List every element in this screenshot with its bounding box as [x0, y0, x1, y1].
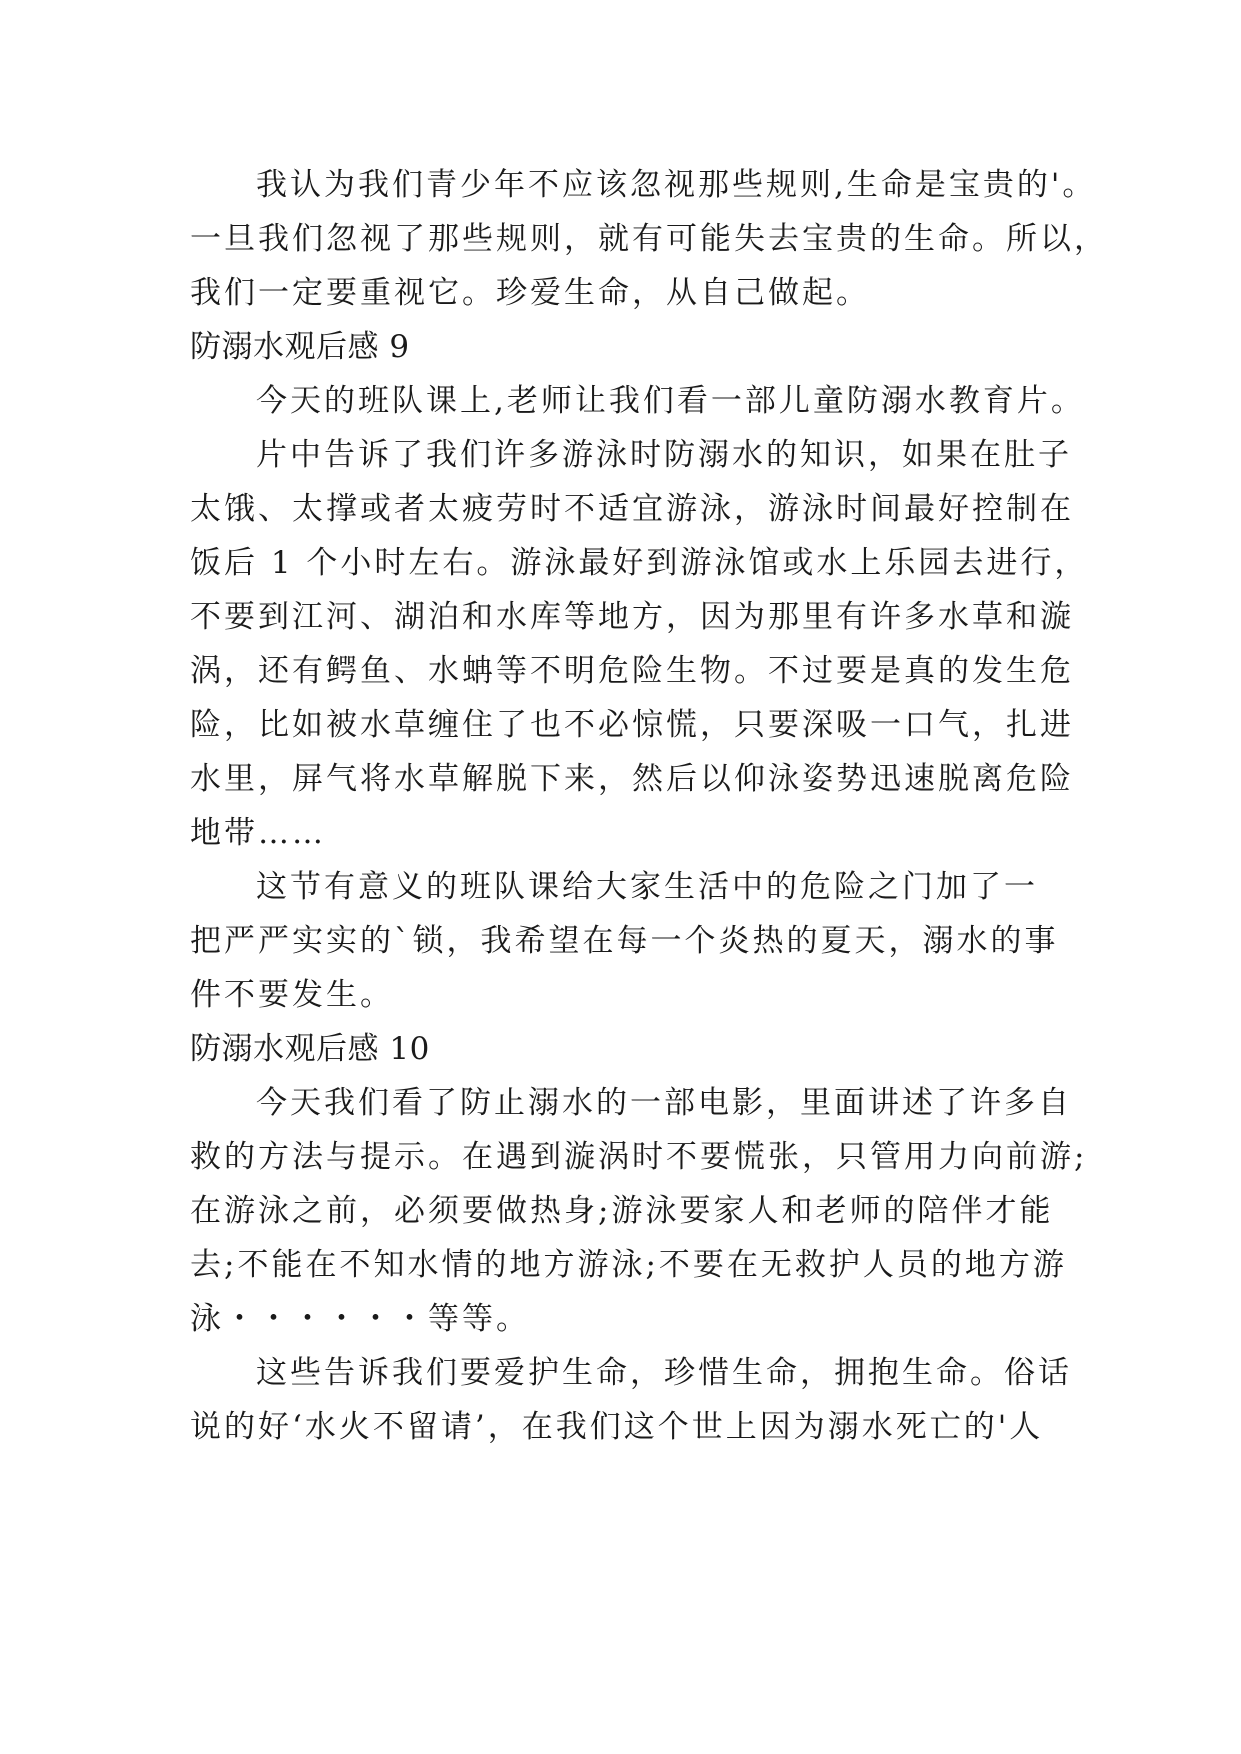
document-body [190, 158, 1108, 1454]
paragraph-line: 把严严实实的`锁，我希望在每一个炎热的夏天，溺水的事 [190, 923, 1059, 959]
paragraph-line: 我认为我们青少年不应该忽视那些规则,生命是宝贵的'。 [256, 167, 1097, 203]
paragraph-line: 这些告诉我们要爱护生命，珍惜生命，拥抱生命。俗话 [256, 1355, 1072, 1391]
paragraph-line: 救的方法与提示。在遇到漩涡时不要慌张，只管用力向前游; [190, 1139, 1088, 1175]
paragraph-line: 今天的班队课上,老师让我们看一部儿童防溺水教育片。 [256, 383, 1085, 419]
paragraph-line: 不要到江河、湖泊和水库等地方，因为那里有许多水草和漩 [190, 599, 1074, 635]
paragraph-line: 在游泳之前，必须要做热身;游泳要家人和老师的陪伴才能 [190, 1193, 1054, 1229]
section-heading: 防溺水观后感 9 [190, 329, 410, 365]
paragraph-line: 水里，屏气将水草解脱下来，然后以仰泳姿势迅速脱离危险 [190, 761, 1074, 797]
paragraph-line: 去;不能在不知水情的地方游泳;不要在无救护人员的地方游 [190, 1247, 1067, 1283]
paragraph-line: 今天我们看了防止溺水的一部电影，里面讲述了许多自 [256, 1085, 1072, 1121]
paragraph-line: 地带…… [190, 815, 326, 851]
paragraph-line: 片中告诉了我们许多游泳时防溺水的知识，如果在肚子 [256, 437, 1072, 473]
paragraph-line: 涡，还有鳄鱼、水蚺等不明危险生物。不过要是真的发生危 [190, 653, 1074, 689]
paragraph-line: 说的好‘水火不留请’，在我们这个世上因为溺水死亡的'人 [190, 1409, 1044, 1445]
section-heading: 防溺水观后感 10 [190, 1031, 430, 1067]
paragraph-line: 一旦我们忽视了那些规则，就有可能失去宝贵的生命。所以， [190, 221, 1108, 257]
paragraph-line: 险，比如被水草缠住了也不必惊慌，只要深吸一口气，扎进 [190, 707, 1074, 743]
paragraph-line: 太饿、太撑或者太疲劳时不适宜游泳，游泳时间最好控制在 [190, 491, 1074, 527]
paragraph-line: 我们一定要重视它。珍爱生命，从自己做起。 [190, 275, 870, 311]
paragraph-line: 饭后 1 个小时左右。游泳最好到游泳馆或水上乐园去进行， [190, 545, 1089, 581]
paragraph-line: 这节有意义的班队课给大家生活中的危险之门加了一 [256, 869, 1038, 905]
paragraph-line: 件不要发生。 [190, 977, 394, 1013]
paragraph-line: 泳・・・・・・等等。 [190, 1301, 530, 1337]
